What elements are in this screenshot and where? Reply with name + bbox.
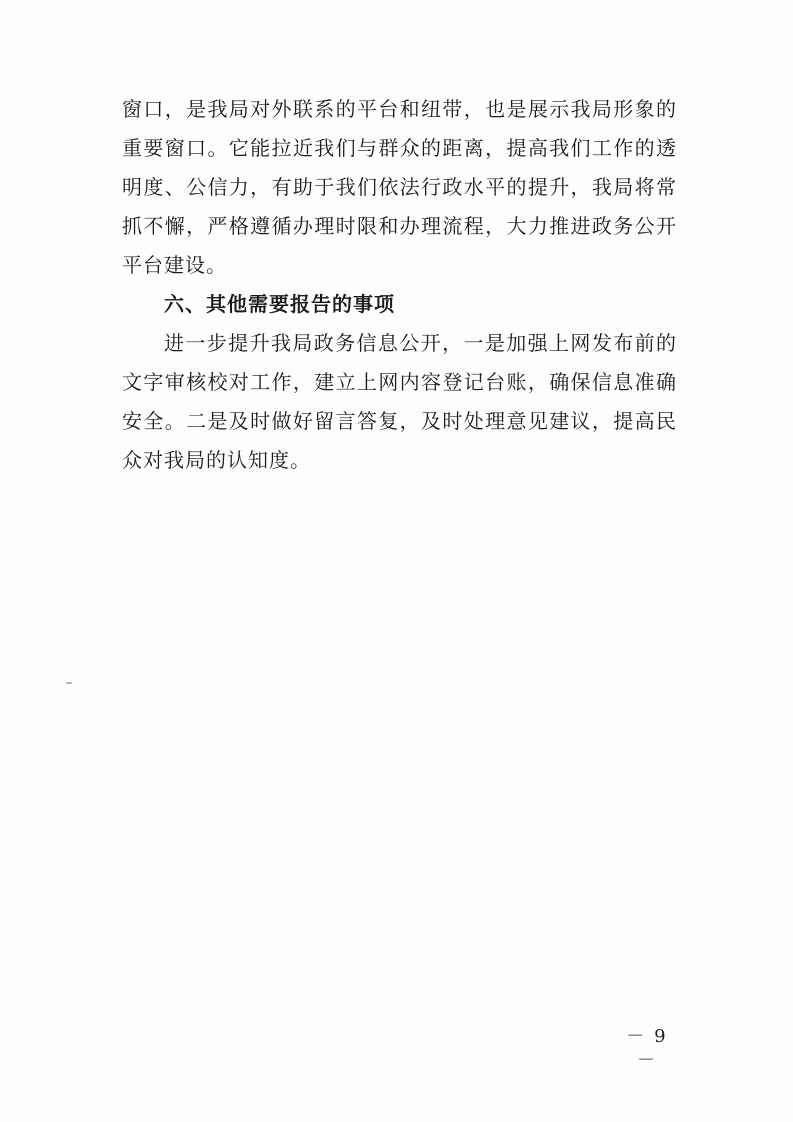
document-body [122,90,677,480]
paragraph-line: 明度、公信力，有助于我们依法行政水平的提升，我局将常 [122,175,677,199]
paragraph-line: 重要窗口。它能拉近我们与群众的距离，提高我们工作的透 [122,136,677,160]
paragraph-line: 进一步提升我局政务信息公开，一是加强上网发布前的 [164,331,677,355]
scan-artifact-mark [66,682,72,684]
paragraph-line: 抓不懈，严格遵循办理时限和办理流程，大力推进政务公开 [122,214,677,238]
paragraph-line: 窗口，是我局对外联系的平台和纽带，也是展示我局形象的 [122,97,677,121]
paragraph-line: 安全。二是及时做好留言答复，及时处理意见建议，提高民 [122,409,677,433]
page-number: － 9 － [626,1026,668,1071]
paragraph-line: 众对我局的认知度。 [122,448,311,472]
paragraph-line: 平台建设。 [122,253,227,277]
paragraph-line: 文字审核校对工作，建立上网内容登记台账，确保信息准确 [122,370,677,394]
section-heading: 六、其他需要报告的事项 [164,292,395,316]
